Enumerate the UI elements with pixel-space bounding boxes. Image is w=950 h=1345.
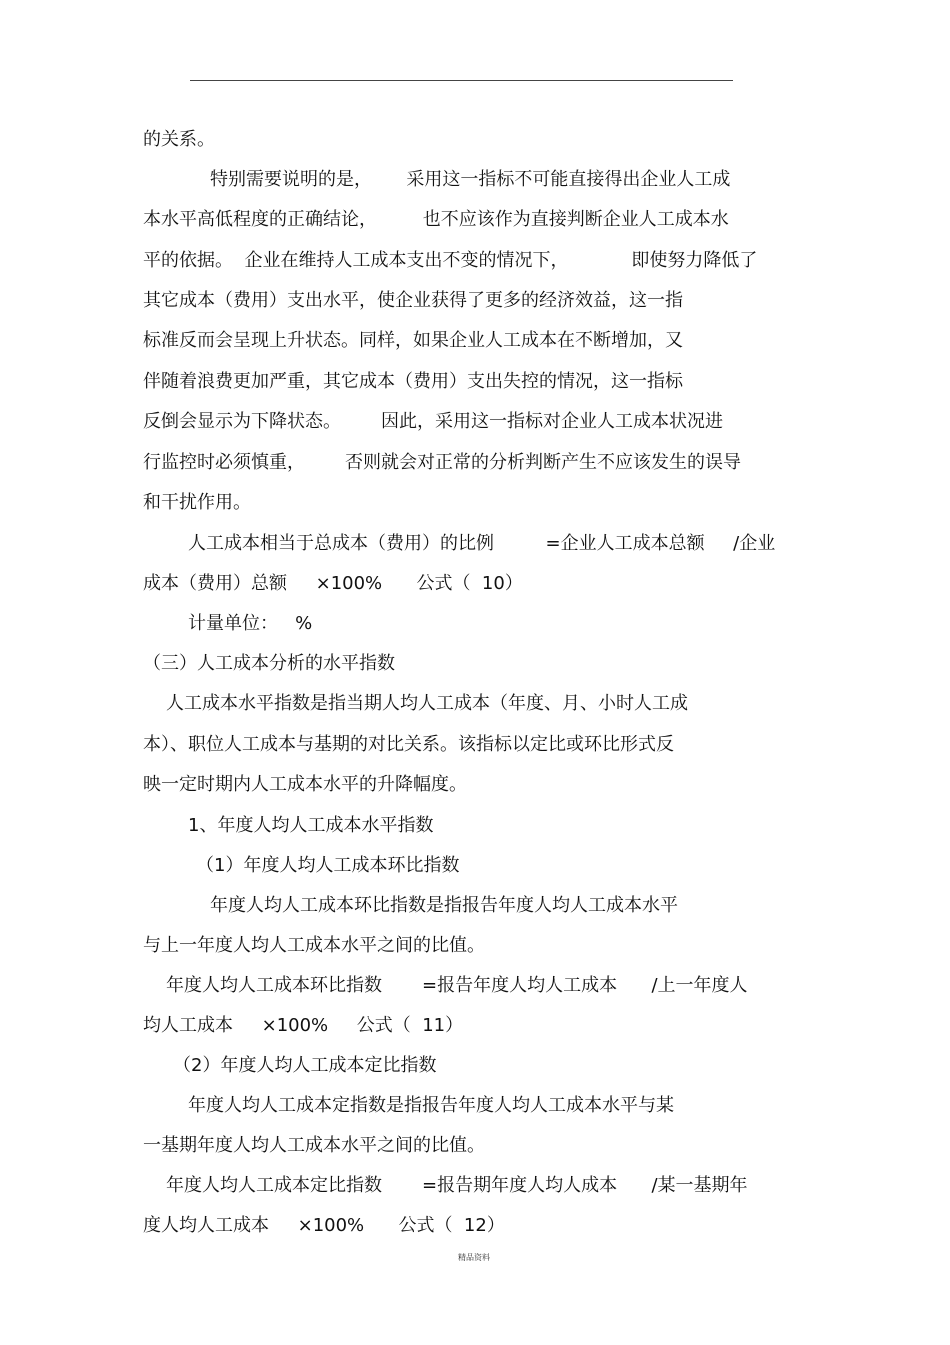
formula-12-line-1: 年度人均人工成本定比指数 =报告期年度人均人成本 /某一基期年 [166, 1175, 748, 1196]
text-line-8: 反倒会显示为下降状态。 因此，采用这一指标对企业人工成本状况进 [143, 411, 724, 432]
formula-12-line-2: 度人均人工成本 ×100% 公式（ 12） [143, 1215, 505, 1236]
text-line-10: 和干扰作用。 [143, 492, 251, 513]
text-line-25: 年度人均人工成本定指数是指报告年度人均人工成本水平与某 [188, 1095, 674, 1116]
formula-11-line-1: 年度人均人工成本环比指数 =报告年度人均人工成本 /上一年度人 [166, 975, 748, 996]
text-line-5: 其它成本（费用）支出水平，使企业获得了更多的经济效益，这一指 [143, 290, 683, 311]
text-line-20: 年度人均人工成本环比指数是指报告年度人均人工成本水平 [210, 895, 678, 916]
text-line-4: 平的依据。 企业在维持人工成本支出不变的情况下， 即使努力降低了 [143, 250, 758, 271]
page-footer: 精品资料 [458, 1253, 490, 1262]
section-heading-3: （三）人工成本分析的水平指数 [143, 653, 395, 674]
text-line-16: 本）、职位人工成本与基期的对比关系。该指标以定比或环比形式反 [143, 734, 674, 755]
text-line-21: 与上一年度人均人工成本水平之间的比值。 [143, 935, 485, 956]
formula-11-line-2: 均人工成本 ×100% 公式（ 11） [143, 1015, 464, 1036]
text-line-7: 伴随着浪费更加严重，其它成本（费用）支出失控的情况，这一指标 [143, 371, 683, 392]
unit-line: 计量单位： % [188, 613, 313, 634]
text-line-3: 本水平高低程度的正确结论， 也不应该作为直接判断企业人工成本水 [143, 209, 729, 230]
text-line-2: 特别需要说明的是， 采用这一指标不可能直接得出企业人工成 [210, 169, 731, 190]
text-line-26: 一基期年度人均人工成本水平之间的比值。 [143, 1135, 485, 1156]
subheading-1-2: （2）年度人均人工成本定比指数 [173, 1055, 437, 1076]
subheading-1-1: （1）年度人均人工成本环比指数 [196, 855, 460, 876]
text-line-6: 标准反而会呈现上升状态。同样，如果企业人工成本在不断增加，又 [143, 330, 683, 351]
text-line-15: 人工成本水平指数是指当期人均人工成本（年度、月、小时人工成 [166, 693, 688, 714]
text-line-1: 的关系。 [143, 129, 215, 150]
formula-10-line-1: 人工成本相当于总成本（费用）的比例 =企业人工成本总额 /企业 [188, 533, 776, 554]
text-line-9: 行监控时必须慎重， 否则就会对正常的分析判断产生不应该发生的误导 [143, 452, 742, 473]
subheading-1: 1、年度人均人工成本水平指数 [188, 815, 434, 836]
text-line-17: 映一定时期内人工成本水平的升降幅度。 [143, 774, 467, 795]
header-rule [190, 80, 733, 81]
formula-10-line-2: 成本（费用）总额 ×100% 公式（ 10） [143, 573, 523, 594]
